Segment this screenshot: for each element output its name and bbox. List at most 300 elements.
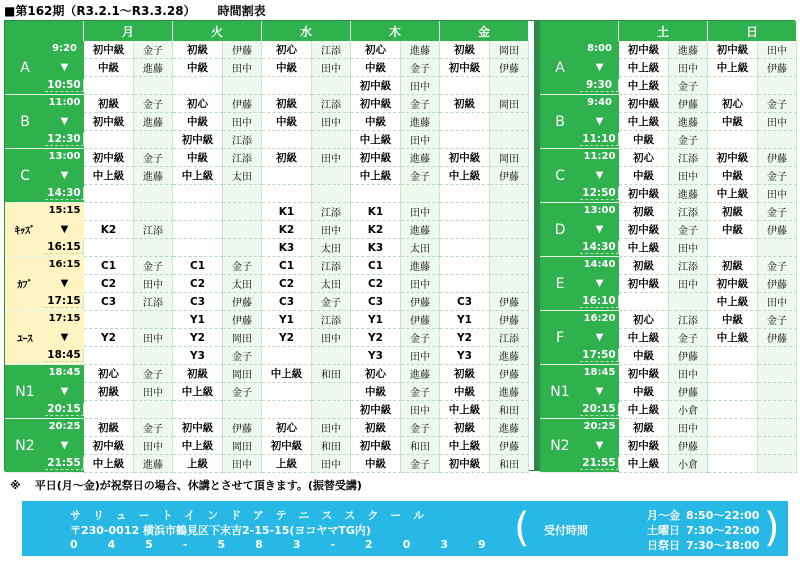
coach-name: 岡田 — [223, 365, 262, 383]
class-level — [708, 437, 758, 455]
coach-name: 伊藤 — [758, 59, 797, 77]
class-level: 初心 — [173, 95, 223, 113]
class-level: 初級 — [84, 95, 134, 113]
coach-name — [134, 239, 173, 257]
class-level: 初級 — [440, 95, 490, 113]
coach-name: 金子 — [401, 419, 440, 437]
class-level: 初中級 — [708, 149, 758, 167]
subtitle-text: 時間割表 — [217, 4, 266, 18]
weekday-time-cell — [45, 149, 84, 203]
coach-name: 田中 — [312, 149, 351, 167]
coach-name: 金子 — [134, 257, 173, 275]
end-time: 20:15 — [45, 403, 84, 416]
hours-time: 7:30～22:00 — [686, 523, 760, 537]
coach-name — [312, 131, 351, 149]
coach-name: 進藤 — [490, 347, 529, 365]
coach-name: 進藤 — [490, 383, 529, 401]
coach-name — [758, 401, 797, 419]
class-line — [619, 383, 797, 401]
coach-name: 田中 — [223, 113, 262, 131]
class-level: 上級 — [173, 455, 223, 473]
class-level — [173, 221, 223, 239]
class-level: 中級 — [708, 167, 758, 185]
class-level: 中級 — [619, 383, 669, 401]
coach-name: 田中 — [669, 167, 708, 185]
coach-name: 進藤 — [134, 167, 173, 185]
coach-name — [312, 167, 351, 185]
class-level: 初級 — [440, 419, 490, 437]
class-level: 中級 — [708, 221, 758, 239]
coach-name — [312, 401, 351, 419]
class-level — [440, 131, 490, 149]
class-level: C3 — [351, 293, 401, 311]
class-level: 初中級 — [619, 221, 669, 239]
coach-name: 金子 — [401, 95, 440, 113]
coach-name: 進藤 — [401, 113, 440, 131]
coach-name: 金子 — [758, 311, 797, 329]
coach-name: 田中 — [401, 401, 440, 419]
coach-name: 田中 — [134, 275, 173, 293]
class-level: 初心 — [708, 95, 758, 113]
coach-name: 田中 — [669, 239, 708, 257]
weekend-period-label: C — [540, 149, 580, 203]
weekend-row — [619, 95, 797, 149]
coach-name: 金子 — [401, 455, 440, 473]
start-time: 20:25 — [48, 421, 81, 432]
class-line — [619, 113, 797, 131]
school-name: サリュートインドアテニススクール — [70, 509, 437, 522]
class-line — [619, 167, 797, 185]
class-level: Y2 — [84, 329, 134, 347]
weekday-period-label: A — [5, 41, 45, 95]
class-level: 初中級 — [351, 77, 401, 95]
coach-name: 江添 — [490, 329, 529, 347]
coach-name: 田中 — [401, 347, 440, 365]
class-level — [708, 365, 758, 383]
note-mark: ※ — [10, 479, 21, 492]
coach-name: 太田 — [312, 275, 351, 293]
coach-name: 金子 — [223, 257, 262, 275]
class-level: 中上級 — [619, 455, 669, 473]
class-line — [84, 293, 529, 311]
class-level: 初級 — [84, 383, 134, 401]
coach-name — [490, 113, 529, 131]
coach-name: 江添 — [134, 293, 173, 311]
coach-name: 小倉 — [669, 401, 708, 419]
weekend-period-label: N1 — [540, 365, 580, 419]
coach-name: 田中 — [134, 437, 173, 455]
coach-name: 田中 — [312, 221, 351, 239]
weekday-row — [84, 203, 529, 257]
weekday-time-cell — [45, 257, 84, 311]
coach-name: 江添 — [312, 95, 351, 113]
class-line — [619, 329, 797, 347]
class-level — [262, 401, 312, 419]
hours-row — [632, 537, 759, 552]
header-weekday-0: 月 — [84, 21, 173, 41]
class-line — [84, 257, 529, 275]
class-level — [440, 275, 490, 293]
down-arrow: ▼ — [60, 115, 69, 127]
class-level: 初中級 — [619, 95, 669, 113]
class-level: 初級 — [173, 41, 223, 59]
class-level: 初級 — [708, 257, 758, 275]
weekend-period-label: A — [540, 41, 580, 95]
coach-name: 伊藤 — [758, 149, 797, 167]
coach-name — [758, 239, 797, 257]
class-level: 中級 — [708, 311, 758, 329]
class-level — [440, 203, 490, 221]
coach-name — [134, 347, 173, 365]
coach-name: 和田 — [490, 401, 529, 419]
class-level: 中上級 — [708, 185, 758, 203]
down-arrow: ▼ — [60, 439, 69, 451]
coach-name: 伊藤 — [223, 293, 262, 311]
class-level: 中上級 — [708, 293, 758, 311]
class-level — [440, 221, 490, 239]
coach-name: 金子 — [401, 383, 440, 401]
class-line — [84, 239, 529, 257]
coach-name: 金子 — [134, 365, 173, 383]
weekend-time-cell — [580, 311, 619, 365]
class-level: 中上級 — [262, 365, 312, 383]
coach-name: 伊藤 — [758, 329, 797, 347]
end-time: 14:30 — [45, 187, 84, 200]
reception-hours — [632, 507, 759, 552]
coach-name — [758, 347, 797, 365]
class-line — [84, 185, 529, 203]
weekend-time-cell — [580, 149, 619, 203]
down-arrow: ▼ — [595, 61, 604, 73]
hours-days: 月～金 — [647, 508, 680, 522]
class-line — [84, 329, 529, 347]
weekend-row — [619, 203, 797, 257]
reception-label: 受付時間 — [544, 524, 588, 537]
class-line — [619, 275, 797, 293]
class-level — [173, 77, 223, 95]
hours-row — [632, 507, 759, 522]
class-level: 初中級 — [84, 113, 134, 131]
class-line — [84, 455, 529, 473]
weekday-period-label: ﾕｰｽ — [5, 311, 45, 365]
down-arrow: ▼ — [595, 169, 604, 181]
coach-name: 田中 — [134, 383, 173, 401]
class-level — [262, 131, 312, 149]
coach-name: 田中 — [312, 329, 351, 347]
coach-name: 伊藤 — [490, 293, 529, 311]
coach-name — [490, 77, 529, 95]
class-level: 中級 — [173, 113, 223, 131]
header-weekend-0: 土 — [619, 21, 708, 41]
class-line — [84, 419, 529, 437]
class-line — [84, 275, 529, 293]
weekday-period-label: N2 — [5, 419, 45, 473]
class-level: 中上級 — [440, 437, 490, 455]
coach-name: 金子 — [401, 59, 440, 77]
coach-name: 田中 — [312, 113, 351, 131]
close-paren: ) — [764, 505, 780, 551]
coach-name — [758, 419, 797, 437]
coach-name: 江添 — [223, 149, 262, 167]
weekday-time-cell — [45, 41, 84, 95]
coach-name — [312, 185, 351, 203]
class-line — [619, 41, 797, 59]
down-arrow: ▼ — [595, 331, 604, 343]
class-level: 中級 — [619, 167, 669, 185]
coach-name: 金子 — [312, 293, 351, 311]
timetable — [4, 20, 795, 471]
down-arrow: ▼ — [595, 439, 604, 451]
coach-name: 伊藤 — [490, 311, 529, 329]
class-level: Y3 — [440, 347, 490, 365]
coach-name — [490, 257, 529, 275]
class-level: 初心 — [84, 365, 134, 383]
class-level: 中級 — [440, 383, 490, 401]
coach-name: 田中 — [134, 329, 173, 347]
class-level: Y3 — [351, 347, 401, 365]
coach-name: 金子 — [669, 131, 708, 149]
coach-name: 伊藤 — [490, 437, 529, 455]
coach-name: 江添 — [134, 221, 173, 239]
class-level: 初中級 — [84, 41, 134, 59]
coach-name: 金子 — [758, 257, 797, 275]
class-level: 中上級 — [173, 437, 223, 455]
coach-name: 田中 — [312, 59, 351, 77]
weekend-row — [619, 365, 797, 419]
coach-name — [223, 77, 262, 95]
block-divider — [534, 21, 540, 470]
coach-name: 伊藤 — [669, 347, 708, 365]
coach-name: 伊藤 — [669, 437, 708, 455]
class-level — [84, 401, 134, 419]
weekday-time-cell — [45, 311, 84, 365]
class-level: 中上級 — [619, 401, 669, 419]
weekday-time-cell — [45, 95, 84, 149]
class-line — [619, 221, 797, 239]
coach-name — [223, 203, 262, 221]
coach-name: 岡田 — [490, 95, 529, 113]
coach-name: 金子 — [758, 203, 797, 221]
coach-name — [490, 203, 529, 221]
class-line — [619, 401, 797, 419]
start-time: 13:00 — [48, 151, 81, 162]
class-level — [262, 185, 312, 203]
class-level: 初中級 — [440, 149, 490, 167]
end-time: 16:10 — [580, 295, 619, 308]
class-level — [84, 77, 134, 95]
class-line — [84, 383, 529, 401]
class-level: 初中級 — [619, 275, 669, 293]
down-arrow: ▼ — [60, 61, 69, 73]
class-level: 初級 — [440, 41, 490, 59]
class-level: 初中級 — [619, 185, 669, 203]
coach-name: 進藤 — [134, 59, 173, 77]
school-phone: 045-583-2039 — [70, 538, 516, 551]
coach-name — [312, 383, 351, 401]
weekend-period-label: N2 — [540, 419, 580, 473]
coach-name — [312, 77, 351, 95]
class-level — [84, 203, 134, 221]
start-time: 8:00 — [587, 43, 612, 54]
class-level: 初中級 — [708, 275, 758, 293]
coach-name: 金子 — [669, 221, 708, 239]
coach-name: 田中 — [401, 275, 440, 293]
coach-name: 和田 — [312, 365, 351, 383]
class-level: 中上級 — [619, 77, 669, 95]
class-level: 初級 — [619, 257, 669, 275]
class-level: C1 — [173, 257, 223, 275]
header-blank-weekday — [5, 21, 84, 41]
end-time: 11:10 — [580, 133, 619, 146]
class-level: 初中級 — [351, 95, 401, 113]
coach-name — [758, 131, 797, 149]
weekend-time-cell — [580, 41, 619, 95]
holiday-note — [10, 477, 362, 493]
coach-name: 岡田 — [223, 329, 262, 347]
class-level: 初中級 — [440, 455, 490, 473]
class-level — [708, 401, 758, 419]
class-line — [619, 203, 797, 221]
weekday-period-label: C — [5, 149, 45, 203]
weekend-time-cell — [580, 95, 619, 149]
header-weekday-3: 木 — [351, 21, 440, 41]
class-level: 初級 — [173, 365, 223, 383]
coach-name: 田中 — [669, 419, 708, 437]
coach-name: 田中 — [758, 293, 797, 311]
class-level — [173, 203, 223, 221]
coach-name: 田中 — [758, 41, 797, 59]
class-level: K3 — [262, 239, 312, 257]
class-level: C3 — [84, 293, 134, 311]
class-level: K2 — [84, 221, 134, 239]
class-level: 初級 — [351, 419, 401, 437]
class-level: 中上級 — [708, 59, 758, 77]
end-time: 20:15 — [580, 403, 619, 416]
coach-name: 田中 — [223, 59, 262, 77]
class-level: 初中級 — [440, 59, 490, 77]
coach-name: 金子 — [134, 41, 173, 59]
class-line — [619, 239, 797, 257]
class-level — [173, 401, 223, 419]
coach-name: 田中 — [758, 113, 797, 131]
class-level — [440, 113, 490, 131]
coach-name: 田中 — [401, 203, 440, 221]
class-level: 初心 — [351, 365, 401, 383]
weekday-time-cell — [45, 419, 84, 473]
class-level: 初中級 — [619, 41, 669, 59]
class-line — [84, 365, 529, 383]
class-level: 初中級 — [173, 131, 223, 149]
coach-name: 江添 — [312, 41, 351, 59]
class-level: 上級 — [262, 455, 312, 473]
class-level: 中級 — [708, 113, 758, 131]
coach-name — [223, 185, 262, 203]
class-level: 初中級 — [262, 437, 312, 455]
school-address: 〒230-0012 横浜市鶴見区下末吉2-15-15(ヨコヤマTG内) — [70, 524, 371, 537]
class-level — [619, 293, 669, 311]
header-weekday-4: 金 — [440, 21, 529, 41]
coach-name — [134, 311, 173, 329]
class-level: 中級 — [262, 59, 312, 77]
class-line — [619, 419, 797, 437]
coach-name: 伊藤 — [223, 419, 262, 437]
class-line — [84, 59, 529, 77]
start-time: 13:00 — [583, 205, 616, 216]
start-time: 17:15 — [48, 313, 81, 324]
weekend-time-cell — [580, 365, 619, 419]
class-level — [84, 131, 134, 149]
coach-name: 田中 — [312, 455, 351, 473]
weekend-time-cell — [580, 203, 619, 257]
end-time: 21:55 — [580, 457, 619, 470]
class-level: 初中級 — [351, 437, 401, 455]
class-level: 中上級 — [619, 329, 669, 347]
start-time: 11:20 — [583, 151, 616, 162]
start-time: 11:00 — [48, 97, 81, 108]
weekday-time-cell — [45, 365, 84, 419]
end-time: 10:50 — [45, 79, 84, 92]
coach-name: 進藤 — [134, 455, 173, 473]
coach-name: 伊藤 — [758, 221, 797, 239]
coach-name: 太田 — [223, 167, 262, 185]
coach-name: 金子 — [401, 329, 440, 347]
class-level: C2 — [173, 275, 223, 293]
class-level: Y2 — [440, 329, 490, 347]
class-level: 初級 — [84, 419, 134, 437]
coach-name — [758, 365, 797, 383]
class-level — [262, 167, 312, 185]
class-line — [84, 167, 529, 185]
class-line — [84, 149, 529, 167]
class-level: 初心 — [619, 149, 669, 167]
coach-name — [134, 77, 173, 95]
class-level: C2 — [351, 275, 401, 293]
weekend-row — [619, 419, 797, 473]
class-level — [351, 185, 401, 203]
class-level: 初心 — [262, 419, 312, 437]
class-line — [619, 131, 797, 149]
header-weekday-1: 火 — [173, 21, 262, 41]
class-level: 初中級 — [708, 41, 758, 59]
coach-name: 田中 — [401, 77, 440, 95]
class-level: Y1 — [262, 311, 312, 329]
class-level: 初中級 — [619, 437, 669, 455]
class-level — [440, 257, 490, 275]
coach-name: 金子 — [758, 167, 797, 185]
class-level: 初中級 — [173, 419, 223, 437]
header-weekday-2: 水 — [262, 21, 351, 41]
coach-name: 江添 — [669, 311, 708, 329]
class-line — [619, 149, 797, 167]
coach-name: 田中 — [669, 59, 708, 77]
weekday-time-cell — [45, 203, 84, 257]
coach-name — [669, 293, 708, 311]
coach-name: 伊藤 — [490, 167, 529, 185]
end-time: 14:30 — [580, 241, 619, 254]
end-time: 9:30 — [580, 79, 619, 92]
class-level: K1 — [351, 203, 401, 221]
down-arrow: ▼ — [60, 385, 69, 397]
down-arrow: ▼ — [595, 223, 604, 235]
end-time: 18:45 — [45, 349, 84, 362]
weekend-row — [619, 257, 797, 311]
class-level: C2 — [84, 275, 134, 293]
class-level — [440, 185, 490, 203]
class-level: K2 — [351, 221, 401, 239]
class-level: C3 — [173, 293, 223, 311]
start-time: 18:45 — [583, 367, 616, 378]
end-time: 21:55 — [45, 457, 84, 470]
